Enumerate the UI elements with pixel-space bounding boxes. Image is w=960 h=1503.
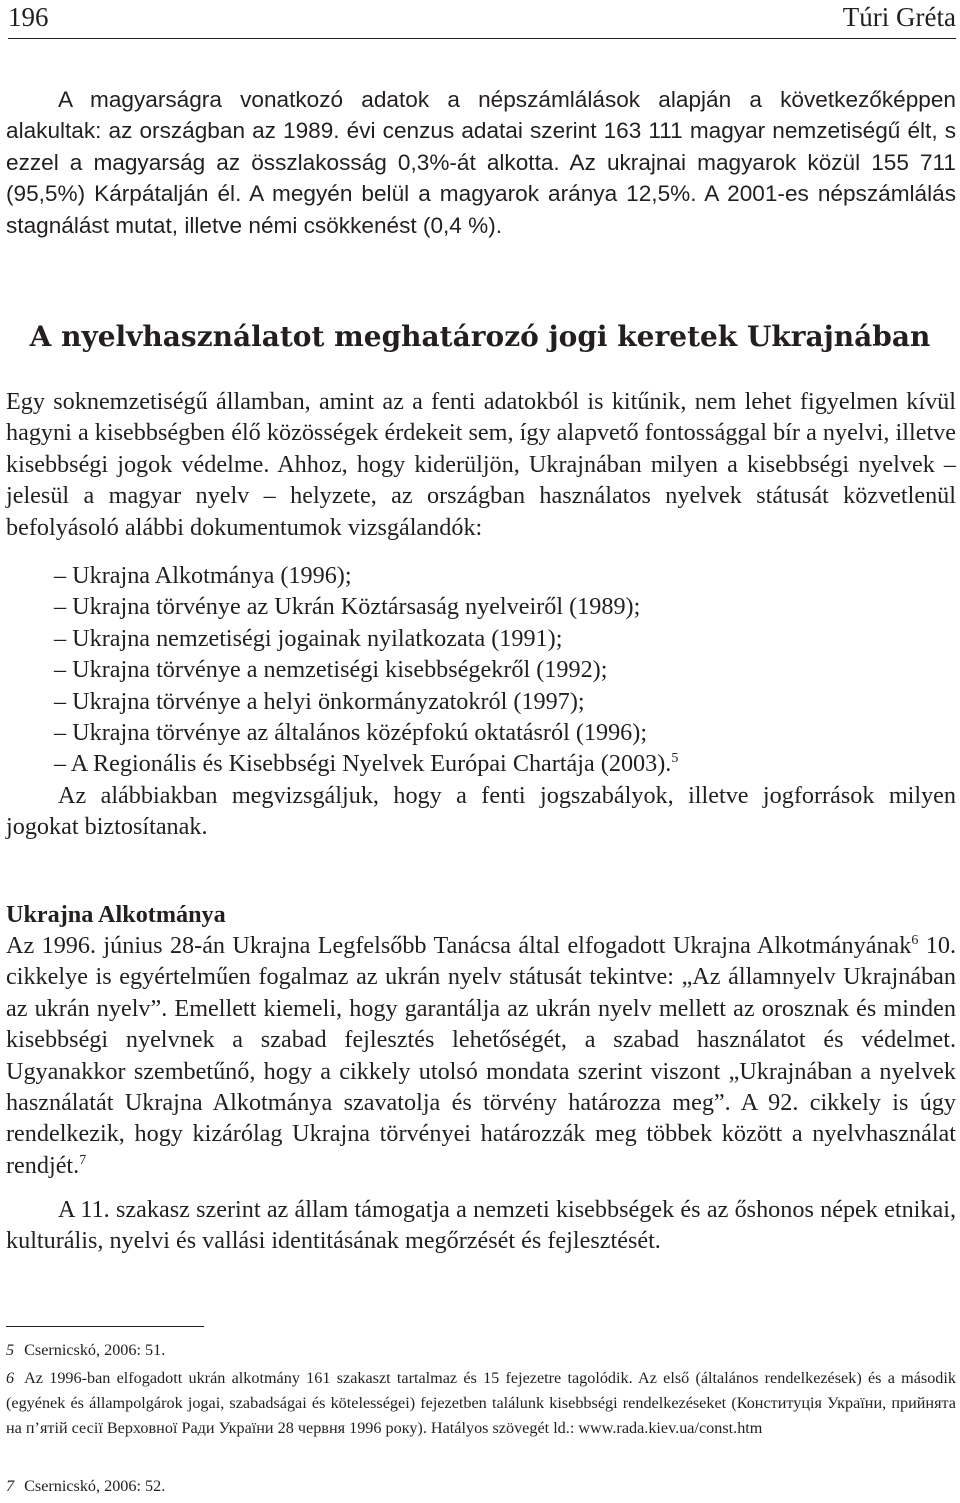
- constitution-paragraph: [6, 930, 956, 1181]
- footnote-ref: 6: [911, 932, 919, 948]
- footnote-text: Az 1996-ban elfogadott ukrán alkotmány 161 szakaszt tartalmaz és 15 fejezetre tagolódik. Az első (általános rendelkezések) és a második (egyének és állampolgárok jogai, szabadságai és kötelességei) fejezetben találunk kisebbségi rendelkezéseket (Конституція України, прийнята на п’ятій сесії Верховної Ради України 28 червня 1996 року). Hatályos szövegét ld.: www.rada.kiev.ua/const.htm: [6, 1369, 956, 1437]
- footnote-text: Csernicskó, 2006: 51.: [24, 1341, 166, 1359]
- constitution-text-b: 10. cikkelye is egyértelműen fogalmaz az ukrán nyelv státusát tekintve: „Az államnyelv Ukrajnában az ukrán nyelv”. Emellett kiemeli, hogy garantálja az ukrán nyelv mellett az orosznak és minden kisebbségi nyelvnek a szabad fejlesztés lehetőségét, a szabad használatot és védelmet. Ugyanakkor szembetűnő, hogy a cikkely utolsó mondata szerint viszont „Ukrajnában a nyelvek használatát Ukrajna Alkotmánya szavatolja és törvény határozza meg”. A 92. cikkely is úgy rendelkezik, hogy kizárólag Ukrajna törvényei határozzák meg többek között a nyelvhasználat rendjét.: [6, 932, 957, 1179]
- footnote-text: Csernicskó, 2006: 52.: [24, 1477, 166, 1495]
- footnote-number: 6: [6, 1369, 15, 1387]
- list-item: – Ukrajna törvénye a helyi önkormányzatokról (1997);: [54, 687, 585, 715]
- after-list-paragraph: Az alábbiakban megvizsgáljuk, hogy a fenti jogszabályok, illetve jogforrások milyen jogokat biztosítanak.: [6, 782, 956, 841]
- footnote: [6, 1474, 956, 1499]
- intro-paragraph: A magyarságra vonatkozó adatok a népszámlálások alapján a következőképpen alakultak: az országban az 1989. évi cenzus adatai szerint 163 111 magyar nemzetiségű élt, s ezzel a magyarság az összlakosság 0,3%-át alkotta. Az ukrajnai magyarok közül 155 711 (95,5%) Kárpátalján él. A megyén belül a magyarok aránya 12,5%. A 2001-es népszámlálás stagnálást mutat, illetve némi csökkenést (0,4 %).: [6, 87, 956, 238]
- section-title: A nyelvhasználatot meghatározó jogi keretek Ukrajnában: [29, 320, 931, 353]
- running-author: Túri Gréta: [842, 2, 956, 32]
- list-item: [54, 748, 678, 779]
- list-item: – Ukrajna Alkotmánya (1996);: [54, 562, 352, 589]
- footnote-number: 7: [6, 1477, 15, 1495]
- footnote-number: 5: [6, 1341, 15, 1359]
- page-number: 196: [8, 2, 49, 32]
- list-item: – Ukrajna törvénye az általános középfokú oktatásról (1996);: [54, 719, 648, 747]
- footnote: [6, 1366, 956, 1441]
- subsection-title: Ukrajna Alkotmánya: [6, 901, 226, 928]
- footnote-divider: [6, 1326, 204, 1327]
- list-item: – Ukrajna törvénye az Ukrán Köztársaság nyelveiről (1989);: [54, 593, 641, 621]
- list-item-text: – A Regionális és Kisebbségi Nyelvek Európai Chartája (2003).: [54, 750, 672, 778]
- footnote-ref: 5: [671, 751, 679, 767]
- constitution-text-a: Az 1996. június 28-án Ukrajna Legfelsőbb Tanácsa által elfogadott Ukrajna Alkotmányának: [6, 932, 912, 959]
- footnote-ref: 7: [79, 1152, 87, 1168]
- list-item: – Ukrajna nemzetiségi jogainak nyilatkozata (1991);: [54, 624, 563, 652]
- list-item: – Ukrajna törvénye a nemzetiségi kisebbségekről (1992);: [54, 656, 608, 684]
- section-11-paragraph: A 11. szakasz szerint az állam támogatja a nemzeti kisebbségek és az őshonos népek etnikai, kulturális, nyelvi és vallási identitásának megőrzését és fejlesztését.: [6, 1196, 956, 1255]
- page-header: [8, 0, 956, 39]
- section-paragraph: Egy soknemzetiségű államban, amint az a fenti adatokból is kitűnik, nem lehet figyelmen kívül hagyni a kisebbségben élő közösségek érdekeit sem, így alapvető fontossággal bír a nyelvi, illetve kisebbségi jogok védelme. Ahhoz, hogy kiderüljön, Ukrajnában milyen a kisebbségi nyelvek – jelesül a magyar nyelv – helyzete, az országban használatos nyelvek státusát közvetlenül befolyásoló alábbi dokumentumok vizsgálandók:: [6, 388, 956, 541]
- document-list: [54, 560, 678, 780]
- footnote: [6, 1338, 956, 1363]
